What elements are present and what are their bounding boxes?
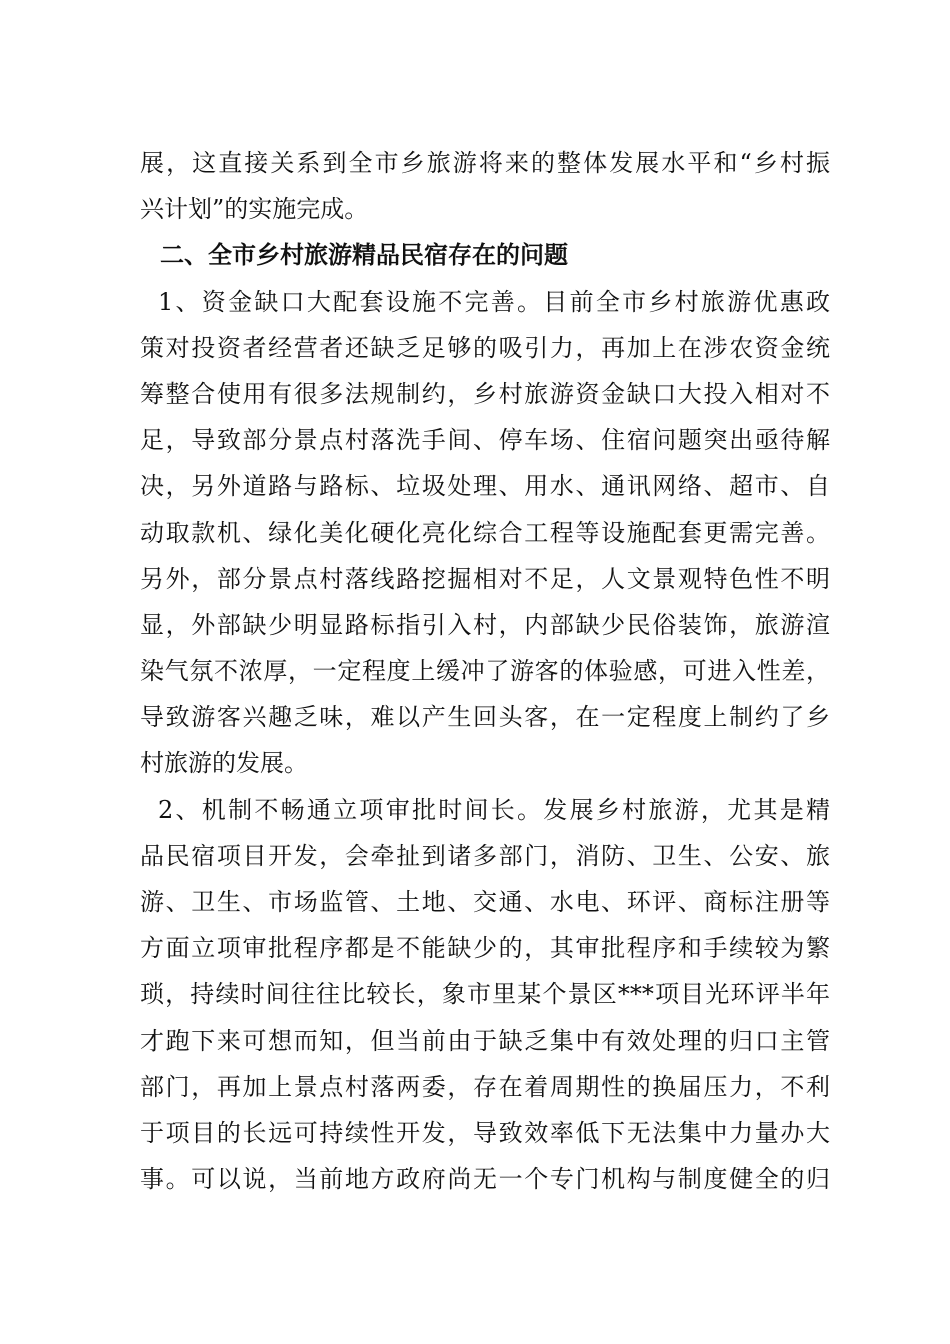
text-line: 动取款机、绿化美化硬化亮化综合工程等设施配套更需完善。 xyxy=(140,518,830,547)
text-line: 才跑下来可想而知，但当前由于缺乏集中有效处理的归口主管 xyxy=(140,1026,830,1055)
text-line: 村旅游的发展。 xyxy=(140,749,308,778)
text-line: 于项目的长远可持续性开发，导致效率低下无法集中力量办大 xyxy=(140,1118,830,1147)
text-line: 策对投资者经营者还缺乏足够的吸引力，再加上在涉农资金统 xyxy=(140,333,830,362)
text-line: 足，导致部分景点村落洗手间、停车场、住宿问题突出亟待解 xyxy=(140,426,830,455)
text-line: 染气氛不浓厚，一定程度上缓冲了游客的体验感，可进入性差， xyxy=(140,657,830,686)
text-line: 筹整合使用有很多法规制约，乡村旅游资金缺口大投入相对不 xyxy=(140,379,830,408)
paragraph-first-line: 2、机制不畅通立项审批时间长。发展乡村旅游，尤其是精 xyxy=(158,795,830,824)
text-line: 部门，再加上景点村落两委，存在着周期性的换届压力，不利 xyxy=(140,1072,830,1101)
text-line: 琐，持续时间往往比较长，象市里某个景区***项目光环评半年 xyxy=(140,980,830,1009)
text-line: 决，另外道路与路标、垃圾处理、用水、通讯网络、超市、自 xyxy=(140,472,830,501)
text-line: 导致游客兴趣乏味，难以产生回头客，在一定程度上制约了乡 xyxy=(140,703,830,732)
text-line: 显，外部缺少明显路标指引入村，内部缺少民俗装饰，旅游渲 xyxy=(140,610,830,639)
text-line: 事。可以说，当前地方政府尚无一个专门机构与制度健全的归 xyxy=(140,1165,830,1194)
text-line: 兴计划”的实施完成。 xyxy=(140,195,369,224)
text-line: 另外，部分景点村落线路挖掘相对不足，人文景观特色性不明 xyxy=(140,564,830,593)
section-heading: 二、全市乡村旅游精品民宿存在的问题 xyxy=(160,241,568,270)
document-body xyxy=(140,140,830,1202)
text-line: 展，这直接关系到全市乡旅游将来的整体发展水平和“乡村振 xyxy=(140,149,830,177)
text-line: 游、卫生、市场监管、土地、交通、水电、环评、商标注册等 xyxy=(140,888,830,916)
text-line: 品民宿项目开发，会牵扯到诸多部门，消防、卫生、公安、旅 xyxy=(140,841,830,870)
text-line: 方面立项审批程序都是不能缺少的，其审批程序和手续较为繁 xyxy=(140,934,830,963)
paragraph-first-line: 1、资金缺口大配套设施不完善。目前全市乡村旅游优惠政 xyxy=(158,287,830,316)
